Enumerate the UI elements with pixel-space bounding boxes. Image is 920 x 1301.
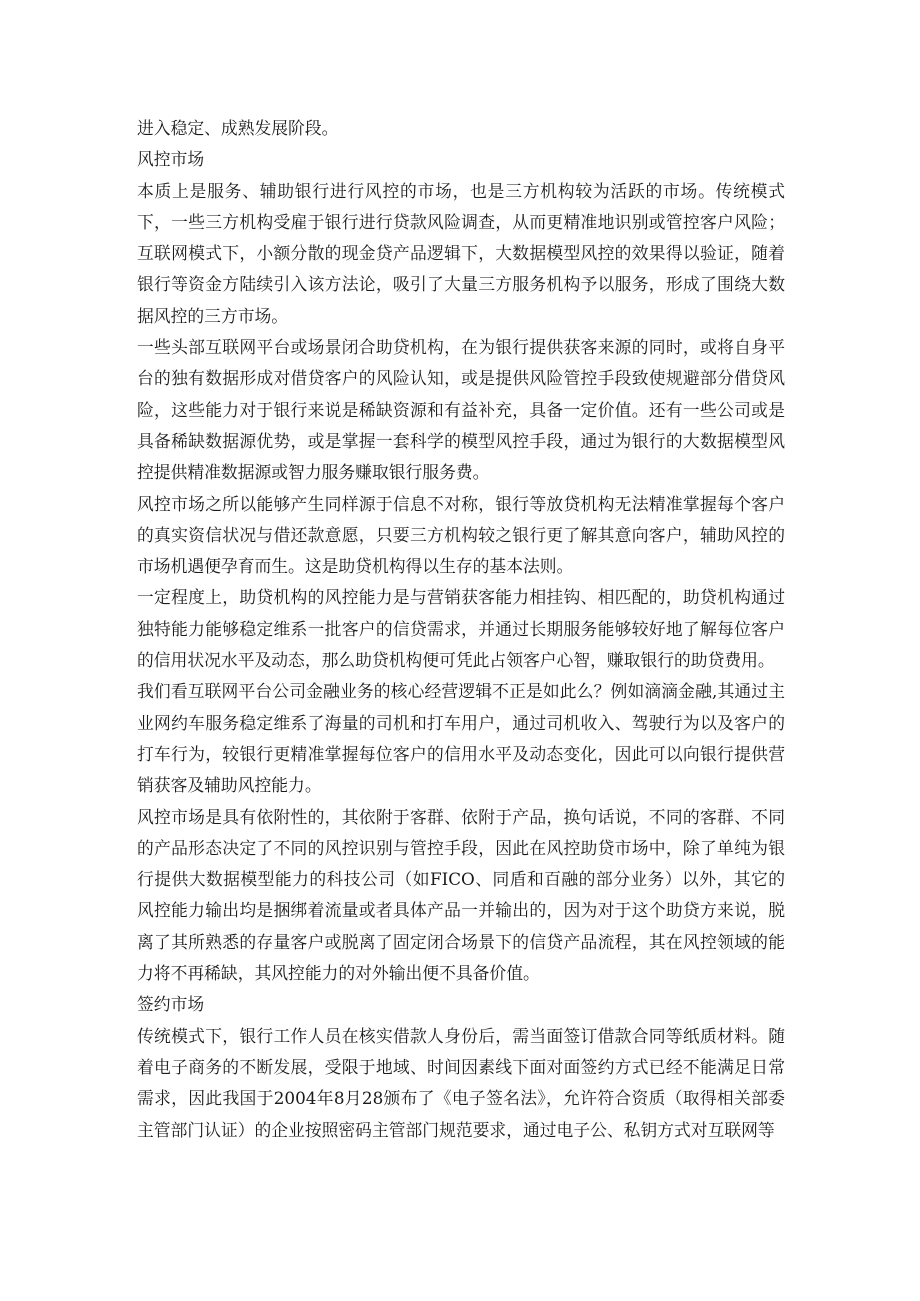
section-heading-risk-control-market: 风控市场 <box>137 149 205 170</box>
paragraph-continuation: 进入稳定、成熟发展阶段。 <box>137 118 339 138</box>
paragraph-risk-control-definition: 本质上是服务、辅助银行进行风控的市场，也是三方机构较为活跃的市场。传统模式下，一些三方机构受雇于银行进行贷款风险调查，从而更精准地识别或管控客户风险；互联网模式下，小额分散的现金贷产品逻辑下，大数据模型风控的效果得以验证，随着银行等资金方陆续引入该方法论，吸引了大量三方服务机构予以服务，形成了围绕大数据风控的三方市场。 <box>137 180 785 326</box>
document-body <box>137 113 785 1146</box>
paragraph-acquisition-capability: 一定程度上，助贷机构的风控能力是与营销获客能力相挂钩、相匹配的，助贷机构通过独特能力能够稳定维系一批客户的信贷需求，并通过长期服务能够较好地了解每位客户的信用状况水平及动态，那么助贷机构便可凭此占领客户心智，赚取银行的助贷费用。 <box>137 587 785 671</box>
paragraph-electronic-signature: 传统模式下，银行工作人员在核实借款人身份后，需当面签订借款合同等纸质材料。随着电子商务的不断发展，受限于地域、时间因素线下面对面签约方式已经不能满足日常需求，因此我国于2004年8月28颁布了《电子签名法》，允许符合资质（取得相关部委主管部门认证）的企业按照密码主管部门规范要求，通过电子公、私钥方式对互联网等 <box>137 1025 785 1140</box>
paragraph-didi-example: 我们看互联网平台公司金融业务的核心经营逻辑不正是如此么？例如滴滴金融,其通过主业网约车服务稳定维系了海量的司机和打车用户，通过司机收入、驾驶行为以及客户的打车行为，较银行更精准掌握每位客户的信用水平及动态变化，因此可以向银行提供营销获客及辅助风控能力。 <box>137 681 785 796</box>
section-heading-signing-market: 签约市场 <box>137 994 205 1015</box>
paragraph-dependency: 风控市场是具有依附性的，其依附于客群、依附于产品，换句话说，不同的客群、不同的产品形态决定了不同的风控识别与管控手段，因此在风控助贷市场中，除了单纯为银行提供大数据模型能力的科技公司（如FICO、同盾和百融的部分业务）以外，其它的风控能力输出均是捆绑着流量或者具体产品一并输出的，因为对于这个助贷方来说，脱离了其所熟悉的存量客户或脱离了固定闭合场景下的信贷产品流程，其在风控领域的能力将不再稀缺，其风控能力的对外输出便不具备价值。 <box>137 806 785 984</box>
paragraph-platform-data-value: 一些头部互联网平台或场景闭合助贷机构，在为银行提供获客来源的同时，或将自身平台的独有数据形成对借贷客户的风险认知，或是提供风险管控手段致使规避部分借贷风险，这些能力对于银行来说是稀缺资源和有益补充，具备一定价值。还有一些公司或是具备稀缺数据源优势，或是掌握一套科学的模型风控手段，通过为银行的大数据模型风控提供精准数据源或智力服务赚取银行服务费。 <box>137 337 785 483</box>
paragraph-information-asymmetry: 风控市场之所以能够产生同样源于信息不对称，银行等放贷机构无法精准掌握每个客户的真实资信状况与借还款意愿，只要三方机构较之银行更了解其意向客户，辅助风控的市场机遇便孕育而生。这是助贷机构得以生存的基本法则。 <box>137 493 785 577</box>
